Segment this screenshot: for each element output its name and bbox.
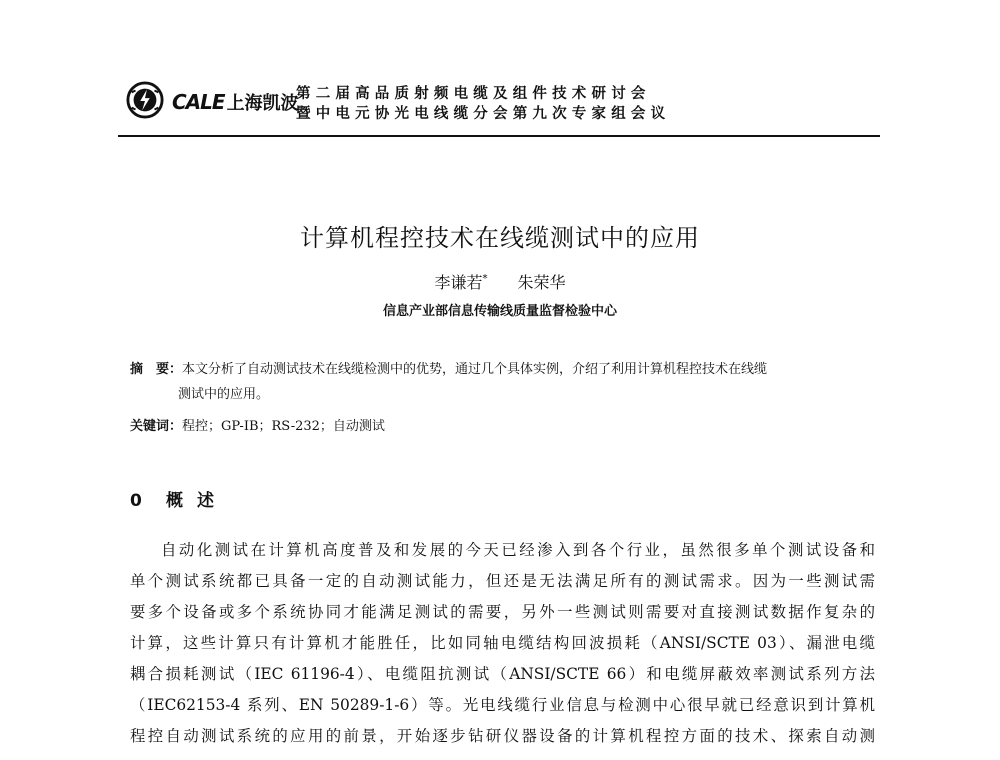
paragraph-line: （IEC62153-4 系列、EN 50289-1-6）等。光电线缆行业信息与检测中心很早就已经意识到计算机 xyxy=(130,696,875,714)
conference-line-1: 第二届高品质射频电缆及组件技术研讨会 xyxy=(296,86,651,102)
abstract xyxy=(130,357,875,407)
paragraph-line: 计算，这些计算只有计算机才能胜任，比如同轴电缆结构回波损耗（ANSI/SCTE 03）、漏泄电缆 xyxy=(130,634,875,652)
author-name: 朱荣华 xyxy=(517,273,566,292)
keywords xyxy=(130,416,875,438)
affiliation: 信息产业部信息传输线质量监督检验中心 xyxy=(382,304,617,319)
paragraph-line: 程控自动测试系统的应用的前景，开始逐步钻研仪器设备的计算机程控方面的技术、探索自动测 xyxy=(130,727,875,745)
author-name: 李谦若 xyxy=(434,273,483,292)
keywords-text: 程控；GP-IB；RS-232；自动测试 xyxy=(182,419,385,434)
author-mark: * xyxy=(482,273,488,285)
conference-title xyxy=(296,84,670,124)
paragraph-line: 自动化测试在计算机高度普及和发展的今天已经渗入到各个行业，虽然很多单个测试设备和 xyxy=(161,541,875,559)
conference-line-2: 暨中电元协光电线缆分会第九次专家组会议 xyxy=(296,106,671,122)
paragraph-line: 耦合损耗测试（IEC 61196-4）、电缆阻抗测试（ANSI/SCTE 66）和电缆屏蔽效率测试系列方法 xyxy=(130,665,875,683)
section-body xyxy=(130,535,875,752)
keywords-label: 关键词： xyxy=(130,419,183,434)
abstract-label: 摘 要： xyxy=(130,362,183,377)
section-heading xyxy=(130,486,228,511)
abstract-text: 本文分析了自动测试技术在线缆检测中的优势，通过几个具体实例，介绍了利用计算机程控技术在线缆 xyxy=(182,362,768,377)
brand-latin: CALE xyxy=(172,90,225,114)
paragraph-line: 单个测试系统都已具备一定的自动测试能力，但还是无法满足所有的测试需求。因为一些测试需 xyxy=(130,572,875,590)
paragraph-line: 要多个设备或多个系统协同才能满足测试的需要，另外一些测试则需要对直接测试数据作复杂的 xyxy=(130,603,875,621)
header-rule xyxy=(118,135,880,137)
section-title: 概述 xyxy=(166,491,228,511)
brand-chinese: 上海凯波 xyxy=(226,93,299,114)
brand-logo xyxy=(172,88,299,116)
emblem-icon xyxy=(126,81,164,119)
abstract-text-continued: 测试中的应用。 xyxy=(178,387,270,402)
conference-header xyxy=(118,80,880,130)
section-number: 0 xyxy=(130,491,142,511)
author-list xyxy=(0,270,1000,293)
paper-title: 计算机程控技术在线缆测试中的应用 xyxy=(300,224,700,252)
